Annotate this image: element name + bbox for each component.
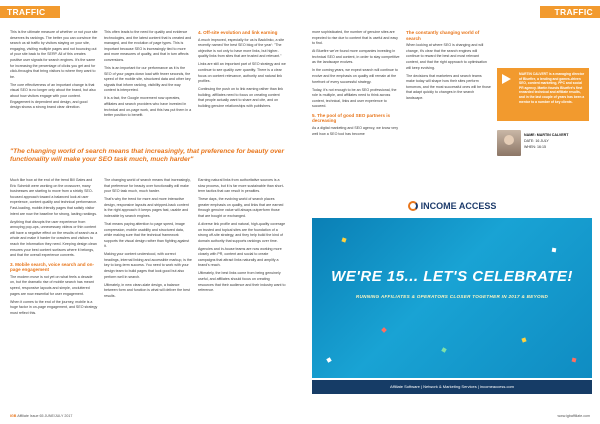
- paragraph: That's why the trend for more and more interactive design, responsive layouts and stripped-back content is the right approach: it keeps pages fast, usable and indexable by search engines.: [104, 197, 189, 218]
- section-heading: 4. Off-site evolution and link earning: [198, 30, 278, 35]
- logo-text: INCOME ACCESS: [420, 201, 497, 211]
- confetti-icon: [326, 357, 331, 362]
- confetti-icon: [341, 237, 346, 242]
- section-heading: 3. Mobile search, voice search and on-page engagement: [10, 261, 94, 273]
- ad-headline: WE'RE 15... LET'S CELEBRATE!: [331, 268, 573, 285]
- paragraph: more sophisticated, the number of genuine sites are expected to rise due to content that is useful and easy to find.: [312, 30, 398, 46]
- paragraph: At Bluefire we've found more companies investing in technical SEO and content, in order to stay competitive as the landscape evolves.: [312, 49, 400, 65]
- income-access-advert[interactable]: [312, 196, 592, 412]
- arrow-icon: [502, 74, 511, 84]
- confetti-icon: [572, 358, 577, 363]
- article-column-3: [198, 30, 286, 112]
- ad-footer-link[interactable]: Affiliate Software | Network & Marketing Services | incomeaccess.com: [312, 380, 592, 394]
- paragraph: In the coming years, we expect search will continue to evolve and the emphasis on quality will remain at the forefront of every successful strategy.: [312, 68, 398, 84]
- article-column-1: [10, 30, 98, 113]
- paragraph: That means paying attention to page speed, image compression, mobile usability and structured data, while making sure that the technical framework supports the visual design rather than fighting against it.: [104, 221, 190, 249]
- paragraph: Today, it's not enough to be an SEO professional, the role is multiple, and affiliates need to think across content, technical, links and user experience to succeed.: [312, 87, 397, 109]
- author-name: NAME: MARTIN CALVERT: [524, 133, 569, 137]
- author-time: WHEN: 16:15: [524, 145, 546, 149]
- paragraph: Agencies and in-house teams are now working more closely with PR, content and social to create campaigns that attract links naturally and amplify a brand's reach.: [198, 246, 282, 268]
- paragraph: Much like how at the end of the trend Bill Gates and Eric Schmidt were working on the crossover, many businesses are starting to move from a strictly SEO-focused approach toward a balanced look at user experience, content quality and technical performance. Fast-loading, mobile-friendly pages that satisfy visitor intent are now the baseline for strong, lasting rankings.: [10, 178, 98, 216]
- income-access-logo: [408, 201, 497, 211]
- swirl-logo-icon: [408, 201, 418, 211]
- author-meta: [524, 132, 568, 150]
- section-heading: The constantly changing world of search: [406, 30, 480, 41]
- section-tab-left: TRAFFIC: [0, 6, 60, 18]
- article-column-5: [406, 30, 491, 104]
- ad-subline: RUNNING AFFILIATES & OPERATORS CLOSER TOGETHER IN 2017 & BEYOND: [355, 294, 549, 299]
- paragraph: A diverse link profile and natural, high-quality coverage on trusted and topical sites are the foundation of a strong off-site strategy, and they help build the kind of domain authority that supports rankings over time.: [198, 221, 286, 243]
- article-column-4: [312, 30, 400, 140]
- paragraph: Earning natural links from authoritative sources is a slow process, but it is far more sustainable than short-term tactics that can result in penalties.: [198, 178, 284, 194]
- author-date: DATE: 16 JULY: [524, 139, 549, 143]
- pull-quote: "The changing world of search means that increasingly, that preference for beauty over functionality will make your SEO task much, much harder": [10, 148, 285, 163]
- page-footer-left: [10, 414, 72, 418]
- footer-brand: IGB: [10, 414, 17, 418]
- article-column-2: [104, 30, 192, 121]
- page-footer-right[interactable]: www.igbaffiliate.com: [557, 414, 590, 418]
- paragraph: Ultimately, the best links come from being genuinely useful, and affiliates should focus on creating resources that their audience and their industry want to reference.: [198, 271, 286, 293]
- paragraph: When it comes to the end of the journey, mobile is a huge factor in on-page engagement, and SEO strategy must reflect this.: [10, 299, 98, 315]
- article-column-3-lower: [198, 178, 286, 296]
- paragraph: Making your content understood, with correct headings, internal linking and accessible markup, is the key to long-term success. You need to work with your design team to build pages that look good but also perform well in search.: [104, 252, 192, 279]
- author-bio-text: MARTIN CALVERT is a managing director of Bluefire, a lending and games-driven SEO, content marketing, PPC and social PR agency. Martin founds Bluefire's first rewarded technical and affiliate results, and in the last couple of years has been a mentor to a number of key clients.: [519, 72, 585, 104]
- section-heading: 5. The pool of good SEO partners is decreasing: [312, 112, 391, 124]
- confetti-icon: [441, 347, 446, 352]
- ad-banner: [312, 218, 592, 378]
- paragraph: The decisions that marketers and search teams make today will shape how their sites perform tomorrow, and the most successful ones will be those that adapt quickly to changes in the search landscape.: [406, 73, 491, 100]
- confetti-icon: [381, 327, 387, 333]
- confetti-icon: [552, 248, 557, 253]
- author-bio-box: [497, 68, 589, 121]
- paragraph: Links are still an important part of SEO strategy and we continue to see quality over quantity. There is a clear focus on content relevance, authority and natural link profiles.: [198, 62, 286, 84]
- paragraph: The modern move is not yet on what feels a decade on, but the dramatic rise of mobile search has meant speed, responsive layouts and simple, uncluttered pages are now essential for user engagement.: [10, 274, 94, 296]
- paragraph: It is a fact, the Google movement now operates, affiliates and search providers who have invested in technical and on-page work, and this has put them in a better position to benefit.: [104, 96, 192, 118]
- paragraph: Anything that disrupts the user experience from annoying pop-ups, unnecessary videos or thin content will have a negative effect on the results of search as a whole and make it harder for crawlers and visitors to reach the information they need. Keeping design clean ensures your best content surfaces where it belongs, and that the overall experience converts.: [10, 219, 98, 258]
- paragraph: Ultimately, in new clean-slate design, a balance between form and function is what will deliver the best results.: [104, 282, 190, 298]
- paragraph: This is the ultimate measure of whether or not your site deserves its rankings. The better you can convince the search us sit traffic by visitors staying on your site, engaging, visiting multiple pages and not bouncing out of your site back to the SERP. All of this creates positive user signals for search engines. It's the same for increasing the percentage of clicks you get and for click-throughs that bring visitors to where they want to be.: [10, 30, 98, 79]
- paragraph: When looking at where SEO is changing and will change, it's clear that the search engines will continue to reward the best and most relevant content, and that the right approach to optimisation will keep evolving.: [406, 43, 487, 70]
- paragraph: Continuing the push on to link earning rather than link building, affiliates need to focus on creating content that people actually want to share and cite, and on building genuine relationships with publishers.: [198, 87, 284, 108]
- ad-logo-bar: [312, 196, 592, 216]
- avatar: [497, 130, 521, 156]
- paragraph: The changing world of search means that increasingly, that preference for beauty over functionality will make your SEO task much, much harder.: [104, 178, 191, 194]
- paragraph: A much improved, especially for us is Backlinko, a site recently named 'the best SEO blog of the year': "The objective is not only to have more links, but higher-quality links from sites that are trusted and relevant.": [198, 37, 285, 59]
- paragraph: As a digital marketing and SEO agency, we know very well how a SEO tool has become: [312, 126, 399, 136]
- paragraph: This is an important for our performance as it is the SEO of your pages down load with fewer seconds, the speed of the mobile site, structured data and other key signals that inform ranking, visibility and the way content is interpreted.: [104, 65, 191, 93]
- paragraph: The core effectiveness of an important change is that visual SEO is no longer only about the brand, but also about how visitors engage with your content. Engagement is dependent and design, and good design shows a strong brand clear direction.: [10, 82, 96, 110]
- article-column-1-lower: [10, 178, 98, 319]
- article-column-2-lower: [104, 178, 192, 302]
- footer-issue: Affiliate Issue 65 JUNE/JULY 2017: [17, 414, 73, 418]
- section-tab-right: TRAFFIC: [540, 6, 600, 18]
- confetti-icon: [521, 337, 526, 342]
- paragraph: This often leads to the need for quality and evidence technologies, and the latest content that is created and managed, and the evolution of page types. This is important because SEO is increasingly tied to more and more measures of quality, and that in turn affects conversions.: [104, 30, 192, 62]
- author-card: [497, 130, 589, 156]
- paragraph: These days, the evolving world of search places greater emphasis on quality, and links that are earned through genuine value will always outperform those that are bought or exchanged.: [198, 197, 284, 218]
